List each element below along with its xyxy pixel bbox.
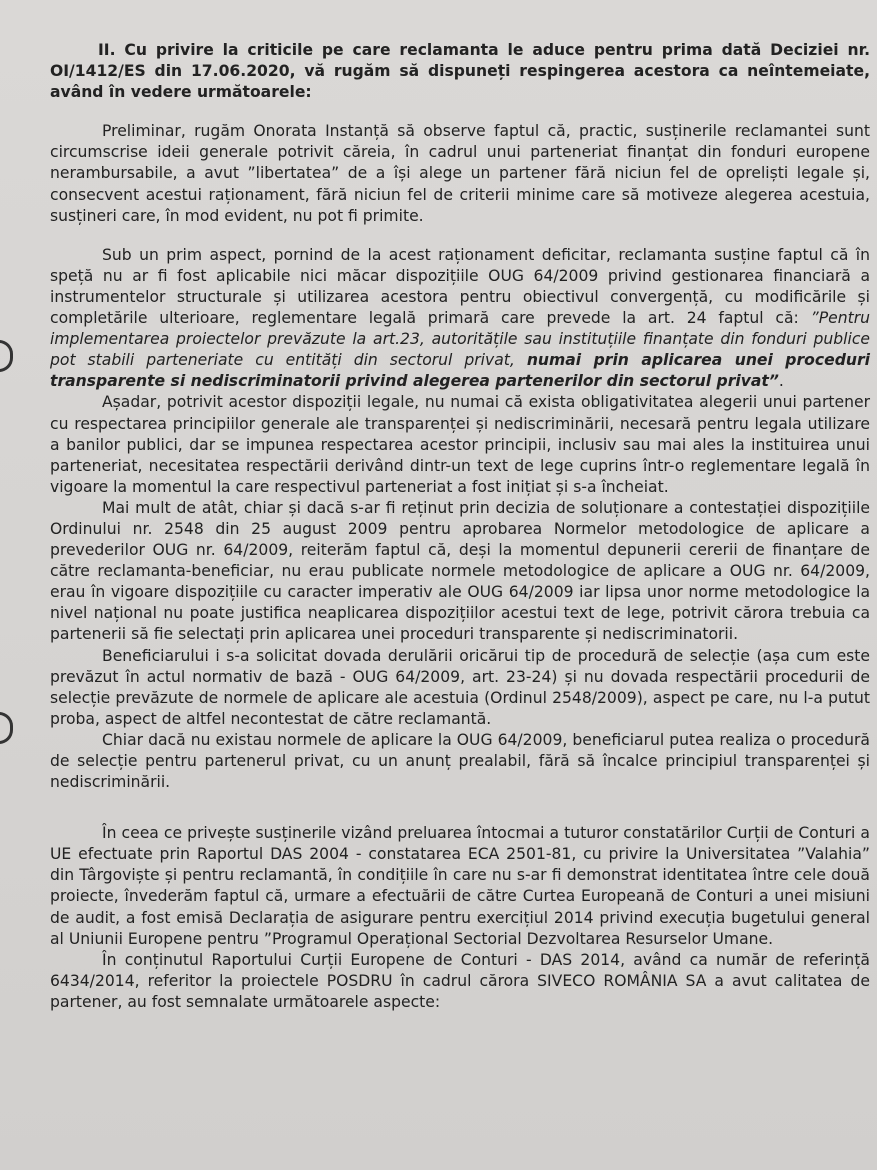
paragraph-first-aspect <box>50 245 870 393</box>
quoted-article-emphasis: numai prin aplicarea unei proceduri transparente si nediscriminatorii privind alegerea partenerilor din sectorul privat” <box>50 351 870 391</box>
quoted-article: ”Pentru implementarea proiectelor prevăzute la art.23, autoritățile sau instituțiile finanțate din fonduri publice pot stabili parteneriate cu entități din sectorul privat, <box>50 309 870 370</box>
first-aspect-text: Sub un prim aspect, pornind de la acest raționament deficitar, reclamanta susține faptul că în speță nu ar fi fost aplicabile nici măcar dispozițiile OUG 64/2009 privind gestionarea financiară a instrumentelor structurale și utilizarea acestora pentru obiectivul convergență, cu modificările și completările ulterioare, reglementare legală primară care prevede la art. 24 faptul că: <box>50 245 870 328</box>
paragraph-chiar-daca: Chiar dacă nu existau normele de aplicare la OUG 64/2009, beneficiarul putea realiza o procedură de selecție pentru partenerul privat, cu un anunț prealabil, fără să încalce principiul transparenței și nediscriminării. <box>50 730 870 792</box>
quote-end: . <box>778 372 784 391</box>
section-heading: II. Cu privire la criticile pe care reclamanta le aduce pentru prima dată Deciziei nr. OI/1412/ES din 17.06.2020, vă rugăm să dispuneți respingerea acestora ca neîntemeiate, având în vedere următoarele: <box>50 41 870 102</box>
binder-punch-hole-lower <box>0 712 13 744</box>
document-body <box>50 40 870 1013</box>
paragraph-raport-das: În conținutul Raportului Curții Europene de Conturi - DAS 2014, având ca număr de referință 6434/2014, referitor la proiectele POSDRU în cadrul cărora SIVECO ROMÂNIA SA a avut calitatea de partener, au fost semnalate următoarele aspecte: <box>50 950 870 1011</box>
paragraph-preliminary: Preliminar, rugăm Onorata Instanță să observe faptul că, practic, susținerile reclamantei sunt circumscrise ideii generale potrivit căreia, în cadrul unui parteneriat finanțat din fonduri europene nerambursabile, a avut ”libertatea” de a își alege un partener fără niciun fel de opreliști legale și, consecvent acestui raționament, fără niciun fel de criterii minime care să motiveze alegerea acestuia, susțineri care, în mod evident, nu pot fi primite. <box>50 122 870 225</box>
paragraph-asadar: Așadar, potrivit acestor dispoziții legale, nu numai că exista obligativitatea alegerii unui partener cu respectarea principiilor generale ale transparenței și nediscriminării, necesară pentru legala utilizare a banilor publici, dar se impunea respectarea acestor principii, inclusiv sau mai ales la instituirea unui parteneriat, necesitatea respectării derivând dintr-un text de lege cuprins într-o reglementare legală în vigoare la momentul la care respectivul parteneriat a fost inițiat și s-a încheiat. <box>50 393 870 496</box>
paragraph-mai-mult: Mai mult de atât, chiar și dacă s-ar fi reținut prin decizia de soluționare a contestației dispozițiile Ordinului nr. 2548 din 25 august 2009 pentru aprobarea Normelor metodologice de aplicare a prevederilor OUG nr. 64/2009, reiterăm faptul că, deși la momentul depunerii cererii de finanțare de către reclamanta-beneficiar, nu erau publicate normele metodologice de aplicare a OUG nr. 64/2009, erau în vigoare dispozițiile cu caracter imperativ ale OUG 64/2009 iar lipsa unor norme metodologice la nivel național nu poate justifica neaplicarea dispozițiilor acestui text de lege, potrivit cărora trebuia ca partenerii să fie selectați prin aplicarea unei proceduri transparente și nediscriminatorii. <box>50 498 870 644</box>
binder-punch-hole-upper <box>0 340 13 372</box>
paragraph-beneficiarului: Beneficiarului i s-a solicitat dovada derulării oricărui tip de procedură de selecție (așa cum este prevăzut în actul normativ de bază - OUG 64/2009, art. 23-24) și nu dovada respectării procedurii de selecție prevăzute de normele de aplicare ale acestuia (Ordinul 2548/2009), aspect pe care, nu l-a putut proba, aspect de altfel necontestat de către reclamantă. <box>50 646 870 728</box>
paragraph-constatari: În ceea ce privește susținerile vizând preluarea întocmai a tuturor constatărilor Curții de Conturi a UE efectuate prin Raportul DAS 2004 - constatarea ECA 2501-81, cu privire la Universitatea ”Valahia” din Târgoviște și pentru reclamantă, în condițiile în care nu s-ar fi demonstrat identitatea între cele două proiecte, învederăm faptul că, urmare a efectuării de către Curtea Europeană de Conturi a unei misiuni de audit, a fost emisă Declarația de asigurare pentru exercițiul 2014 privind execuția bugetului general al Uniunii Europene pentru ”Programul Operațional Sectorial Dezvoltarea Resurselor Umane. <box>50 824 870 948</box>
